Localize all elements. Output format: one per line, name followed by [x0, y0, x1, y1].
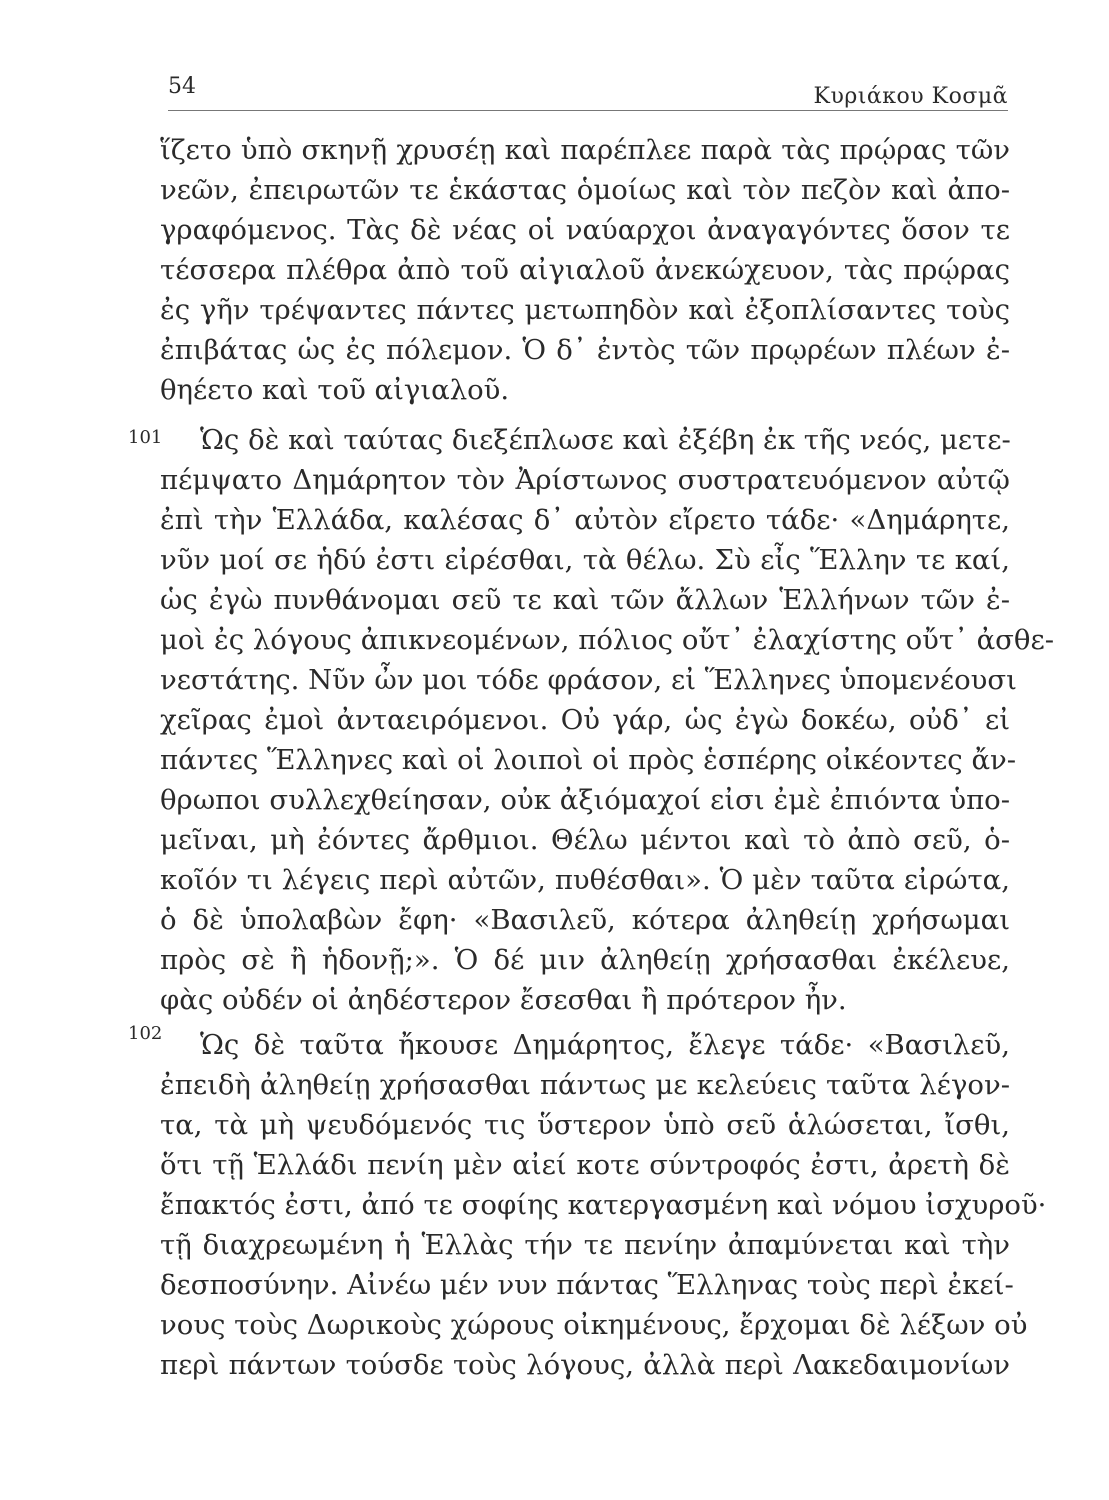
text-line: πρὸς σὲ ἢ ἡδονῇ;». Ὁ δέ μιν ἀληθείῃ χρήσασθαι ἐκέλευε, — [160, 944, 1010, 976]
text-line: μεῖναι, μὴ ἐόντες ἄρθμιοι. Θέλω μέντοι καὶ τὸ ἀπὸ σεῦ, ὁ- — [160, 824, 1010, 856]
running-head-title: Κυριάκου Κοσμᾶ — [813, 84, 1008, 109]
text-line: ὅτι τῇ Ἑλλάδι πενίη μὲν αἰεί κοτε σύντροφός ἐστι, ἀρετὴ δὲ — [160, 1149, 1010, 1181]
text-line: κοῖόν τι λέγεις περὶ αὐτῶν, πυθέσθαι». Ὁ μὲν ταῦτα εἰρώτα, — [160, 864, 1010, 896]
text-line: περὶ πάντων τούσδε τοὺς λόγους, ἀλλὰ περὶ Λακεδαιμονίων — [160, 1349, 1010, 1381]
text-line: φὰς οὐδέν οἱ ἀηδέστερον ἔσεσθαι ἢ πρότερον ἦν. — [160, 984, 847, 1016]
text-line: ἵζετο ὑπὸ σκηνῇ χρυσέῃ καὶ παρέπλεε παρὰ τὰς πρῴρας τῶν — [160, 134, 1010, 166]
text-line: ἐς γῆν τρέψαντες πάντες μετωπηδὸν καὶ ἐξοπλίσαντες τοὺς — [160, 294, 1010, 326]
text-line: ἐπὶ τὴν Ἑλλάδα, καλέσας δ᾽ αὐτὸν εἴρετο τάδε· «Δημάρητε, — [160, 504, 1010, 536]
text-line: ἐπιβάτας ὡς ἐς πόλεμον. Ὁ δ᾽ ἐντὸς τῶν πρῳρέων πλέων ἐ- — [160, 334, 1010, 366]
text-line: θρωποι συλλεχθείησαν, οὐκ ἀξιόμαχοί εἰσι ἐμὲ ἐπιόντα ὑπο- — [160, 784, 1010, 816]
section-number-102: 102 — [128, 1023, 163, 1044]
text-line: Ὡς δὲ ταῦτα ἤκουσε Δημάρητος, ἔλεγε τάδε· «Βασιλεῦ, — [200, 1029, 1010, 1061]
text-line: νους τοὺς Δωρικοὺς χώρους οἰκημένους, ἔρχομαι δὲ λέξων οὐ — [160, 1309, 1028, 1341]
text-line: ἔπακτός ἐστι, ἀπό τε σοφίης κατεργασμένη καὶ νόμου ἰσχυροῦ· — [160, 1189, 1047, 1221]
text-line: ὡς ἐγὼ πυνθάνομαι σεῦ τε καὶ τῶν ἄλλων Ἑλλήνων τῶν ἐ- — [160, 584, 1010, 616]
section-number-101: 101 — [128, 427, 163, 448]
text-line: νεῶν, ἐπειρωτῶν τε ἑκάστας ὁμοίως καὶ τὸν πεζὸν καὶ ἀπο- — [160, 174, 1010, 206]
text-line: νῦν μοί σε ἡδύ ἐστι εἰρέσθαι, τὰ θέλω. Σὺ εἶς Ἕλλην τε καί, — [160, 544, 1010, 576]
text-line: τα, τὰ μὴ ψευδόμενός τις ὕστερον ὑπὸ σεῦ ἁλώσεται, ἴσθι, — [160, 1109, 1010, 1141]
header-rule — [168, 110, 1008, 111]
text-line: μοὶ ἐς λόγους ἀπικνεομένων, πόλιος οὔτ᾽ ἐλαχίστης οὔτ᾽ ἀσθε- — [160, 624, 1055, 656]
text-line: ἐπειδὴ ἀληθείῃ χρήσασθαι πάντως με κελεύεις ταῦτα λέγον- — [160, 1069, 1010, 1101]
page-header — [168, 74, 1008, 114]
text-line: τῇ διαχρεωμένη ἡ Ἑλλὰς τήν τε πενίην ἀπαμύνεται καὶ τὴν — [160, 1229, 1010, 1261]
text-line: νεστάτης. Νῦν ὦν μοι τόδε φράσον, εἰ Ἕλληνες ὑπομενέουσι — [160, 664, 1017, 696]
text-line: πέμψατο Δημάρητον τὸν Ἀρίστωνος συστρατευόμενον αὐτῷ — [160, 464, 1010, 496]
text-line: δεσποσύνην. Αἰνέω μέν νυν πάντας Ἕλληνας τοὺς περὶ ἐκεί- — [160, 1269, 1014, 1301]
text-line: πάντες Ἕλληνες καὶ οἱ λοιποὶ οἱ πρὸς ἑσπέρης οἰκέοντες ἄν- — [160, 744, 1017, 776]
text-line: θηέετο καὶ τοῦ αἰγιαλοῦ. — [160, 374, 510, 406]
page-number: 54 — [168, 74, 196, 99]
text-line: τέσσερα πλέθρα ἀπὸ τοῦ αἰγιαλοῦ ἀνεκώχευον, τὰς πρῴρας — [160, 254, 1010, 286]
text-line: Ὡς δὲ καὶ ταύτας διεξέπλωσε καὶ ἐξέβη ἐκ τῆς νεός, μετε- — [200, 424, 1011, 456]
text-line: ὁ δὲ ὑπολαβὼν ἔφη· «Βασιλεῦ, κότερα ἀληθείῃ χρήσωμαι — [160, 904, 1010, 936]
text-line: γραφόμενος. Τὰς δὲ νέας οἱ ναύαρχοι ἀναγαγόντες ὅσον τε — [160, 214, 1010, 246]
text-line: χεῖρας ἐμοὶ ἀνταειρόμενοι. Οὐ γάρ, ὡς ἐγὼ δοκέω, οὐδ᾽ εἰ — [160, 704, 1010, 736]
